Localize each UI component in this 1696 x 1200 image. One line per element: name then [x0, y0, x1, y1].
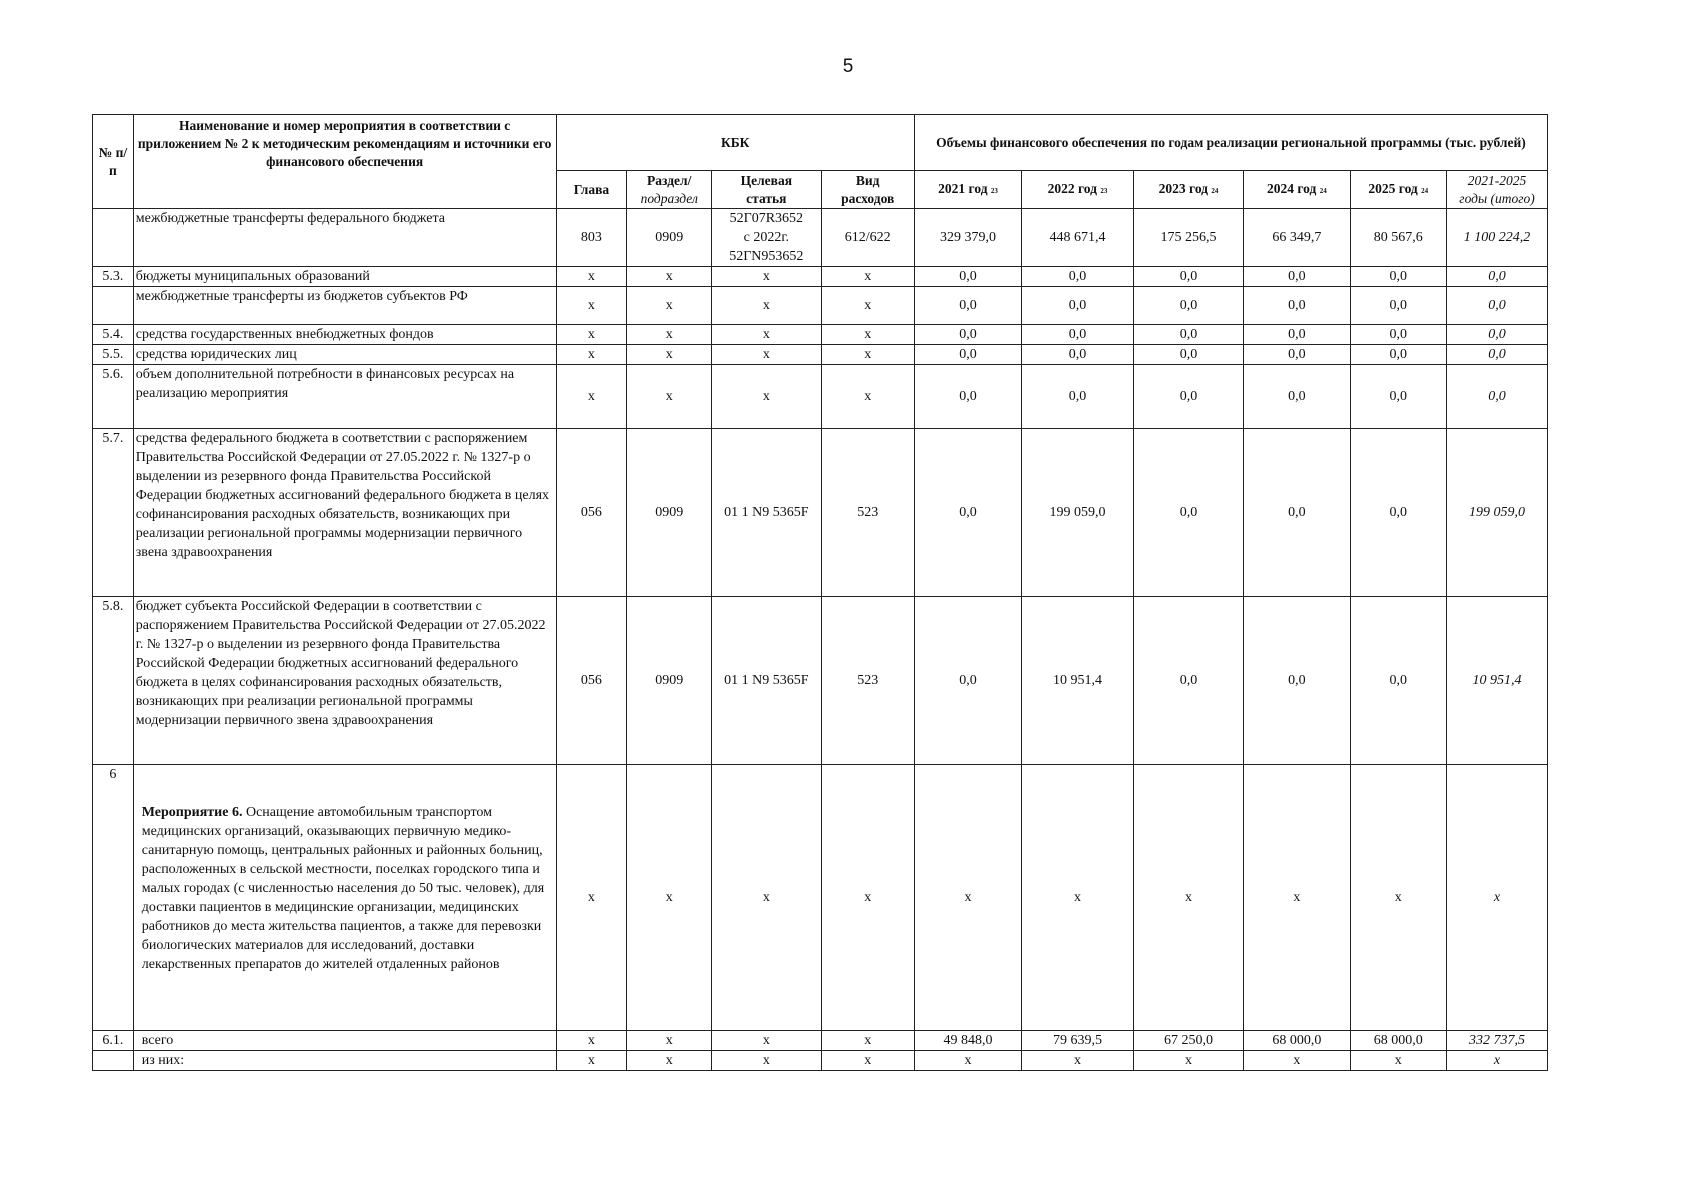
cell-2025: 0,0 — [1350, 267, 1447, 287]
cell-vid: х — [821, 325, 914, 345]
cell-2025: 0,0 — [1350, 597, 1447, 765]
y2021-label: 2021 год — [938, 180, 988, 196]
cell-glava: х — [556, 1051, 627, 1071]
cell-2023: 0,0 — [1133, 267, 1244, 287]
cell-celevaya: х — [712, 287, 821, 325]
cell-2021: 49 848,0 — [914, 1031, 1021, 1051]
cell-2021: 0,0 — [914, 429, 1021, 597]
cell-razdel: х — [627, 1031, 712, 1051]
rashodov-label: расходов — [841, 190, 895, 206]
cell-2022: х — [1022, 1051, 1134, 1071]
cell-total: 332 737,5 — [1447, 1031, 1548, 1051]
cell-2024: 0,0 — [1244, 287, 1350, 325]
cell-2021: 0,0 — [914, 267, 1021, 287]
page-number: 5 — [842, 56, 854, 77]
cell-2022: 0,0 — [1022, 267, 1134, 287]
cell-razdel: х — [627, 267, 712, 287]
cell-2021: х — [914, 765, 1021, 1031]
col-header-vid — [821, 171, 914, 209]
col-header-razdel — [627, 171, 712, 209]
cell-vid: х — [821, 1031, 914, 1051]
cell-2021: 0,0 — [914, 325, 1021, 345]
y2024-label: 2024 год — [1267, 180, 1317, 196]
cell-glava: х — [556, 1031, 627, 1051]
cell-2024: 68 000,0 — [1244, 1031, 1350, 1051]
row-num — [93, 209, 134, 267]
cell-razdel: х — [627, 325, 712, 345]
cell-2025: 68 000,0 — [1350, 1031, 1447, 1051]
col-header-2021 — [914, 171, 1021, 209]
cell-2023: 0,0 — [1133, 287, 1244, 325]
cell-2023: 0,0 — [1133, 597, 1244, 765]
cell-total: 0,0 — [1447, 345, 1548, 365]
cell-2024: 0,0 — [1244, 365, 1350, 429]
vid-label: Вид — [855, 172, 880, 188]
cell-2022: 10 951,4 — [1022, 597, 1134, 765]
y2022-footnote: 23 — [1100, 186, 1108, 195]
cell-2021: х — [914, 1051, 1021, 1071]
table-row — [93, 429, 1548, 597]
table-row — [93, 345, 1548, 365]
row-name: бюджеты муниципальных образований — [133, 267, 556, 287]
cell-2025: 0,0 — [1350, 365, 1447, 429]
cell-vid: х — [821, 267, 914, 287]
y2023-footnote: 24 — [1211, 186, 1219, 195]
cell-razdel: х — [627, 1051, 712, 1071]
cell-2022: 0,0 — [1022, 345, 1134, 365]
col-header-2022 — [1022, 171, 1134, 209]
cell-total: 0,0 — [1447, 267, 1548, 287]
cell-vid: 612/622 — [821, 209, 914, 267]
cell-celevaya: х — [712, 1031, 821, 1051]
table-row — [93, 365, 1548, 429]
table-row — [93, 267, 1548, 287]
row-name: средства юридических лиц — [133, 345, 556, 365]
row-num — [93, 1051, 134, 1071]
col-header-name: Наименование и номер мероприятия в соответствии с приложением № 2 к методическим рекомендациям и источники его финансового обеспечения — [133, 115, 556, 209]
row-num: 6.1. — [93, 1031, 134, 1051]
celevaya-line: 52Г07R3652 — [729, 211, 804, 226]
row-name: всего — [133, 1031, 556, 1051]
cell-glava: х — [556, 365, 627, 429]
cell-celevaya — [712, 209, 821, 267]
cell-2025: 80 567,6 — [1350, 209, 1447, 267]
cell-razdel: 0909 — [627, 597, 712, 765]
row-name: средства федерального бюджета в соответствии с распоряжением Правительства Российской Федерации от 27.05.2022 г. № 1327-р о выделении из резервного фонда Правительства Российской Федерации бюджетных ассигнований федерального бюджета в целях софинансирования расходных обязательств, возникающих при реализации региональной программы модернизации первичного звена здравоохранения — [133, 429, 556, 597]
row-name — [133, 765, 556, 1031]
cell-2021: 0,0 — [914, 597, 1021, 765]
y2022-label: 2022 год — [1047, 180, 1097, 196]
table-row — [93, 209, 1548, 267]
financing-table — [92, 114, 1548, 1071]
cell-glava: 056 — [556, 597, 627, 765]
celevaya-line: с 2022г. — [743, 230, 789, 245]
cell-total: 0,0 — [1447, 325, 1548, 345]
row-name: объем дополнительной потребности в финансовых ресурсах на реализацию мероприятия — [133, 365, 556, 429]
razdel-label: Раздел/ — [647, 172, 692, 188]
cell-celevaya: х — [712, 365, 821, 429]
cell-2022: х — [1022, 765, 1134, 1031]
table-row — [93, 597, 1548, 765]
cell-2025: х — [1350, 765, 1447, 1031]
cell-total: 1 100 224,2 — [1447, 209, 1548, 267]
cell-razdel: 0909 — [627, 209, 712, 267]
cell-2021: 0,0 — [914, 345, 1021, 365]
cell-glava: х — [556, 325, 627, 345]
col-header-2023 — [1133, 171, 1244, 209]
cell-total: 10 951,4 — [1447, 597, 1548, 765]
row-num: 5.4. — [93, 325, 134, 345]
cell-glava: 056 — [556, 429, 627, 597]
cell-2023: 0,0 — [1133, 345, 1244, 365]
measure-text: Оснащение автомобильным транспортом медицинских организаций, оказывающих первичную медико-санитарную помощь, центральных районных и районных больниц, расположенных в сельской местности, поселках городского типа и малых городах (с численностью населения до 50 тыс. человек), для доставки пациентов в медицинские организации, медицинских работников до места жительства пациентов, а также для перевозки биологических материалов для исследований, доставки лекарственных препаратов до жителей отдаленных районов — [141, 805, 545, 972]
y2023-label: 2023 год — [1158, 180, 1209, 196]
row-num: 6 — [93, 765, 134, 1031]
col-header-total — [1447, 171, 1548, 209]
cell-razdel: х — [627, 287, 712, 325]
cell-celevaya: 01 1 N9 5365F — [712, 429, 821, 597]
cell-glava: 803 — [556, 209, 627, 267]
podrazdel-label: подраздел — [640, 190, 698, 206]
cell-2024: 0,0 — [1244, 597, 1350, 765]
row-name: межбюджетные трансферты из бюджетов субъектов РФ — [133, 287, 556, 325]
cell-2022: 0,0 — [1022, 287, 1134, 325]
cell-vid: х — [821, 765, 914, 1031]
row-num: 5.8. — [93, 597, 134, 765]
cell-razdel: х — [627, 345, 712, 365]
col-header-2025 — [1350, 171, 1447, 209]
table-row — [93, 325, 1548, 345]
col-header-kbk: КБК — [556, 115, 914, 171]
row-num: 5.7. — [93, 429, 134, 597]
cell-total: х — [1447, 765, 1548, 1031]
cell-2022: 0,0 — [1022, 365, 1134, 429]
total-sum-label: годы (итого) — [1459, 190, 1535, 206]
table-row — [93, 1051, 1548, 1071]
cell-glava: х — [556, 345, 627, 365]
table-row — [93, 1031, 1548, 1051]
cell-2021: 329 379,0 — [914, 209, 1021, 267]
row-num: 5.3. — [93, 267, 134, 287]
row-name: межбюджетные трансферты федерального бюджета — [133, 209, 556, 267]
cell-2023: х — [1133, 765, 1244, 1031]
cell-glava: х — [556, 765, 627, 1031]
col-header-volumes: Объемы финансового обеспечения по годам реализации региональной программы (тыс. рублей) — [914, 115, 1547, 171]
cell-2022: 0,0 — [1022, 325, 1134, 345]
row-name: средства государственных внебюджетных фондов — [133, 325, 556, 345]
cell-vid: 523 — [821, 597, 914, 765]
col-header-2024 — [1244, 171, 1350, 209]
cell-2023: х — [1133, 1051, 1244, 1071]
cell-razdel: х — [627, 765, 712, 1031]
cell-2025: 0,0 — [1350, 345, 1447, 365]
table-row — [93, 287, 1548, 325]
cell-celevaya: х — [712, 345, 821, 365]
cell-2022: 199 059,0 — [1022, 429, 1134, 597]
y2025-footnote: 24 — [1421, 186, 1429, 195]
cell-vid: х — [821, 365, 914, 429]
row-num: 5.5. — [93, 345, 134, 365]
cell-celevaya: 01 1 N9 5365F — [712, 597, 821, 765]
cell-2024: 0,0 — [1244, 267, 1350, 287]
cell-2023: 175 256,5 — [1133, 209, 1244, 267]
table-row — [93, 765, 1548, 1031]
cell-2024: х — [1244, 1051, 1350, 1071]
celevaya-label: Целевая — [740, 172, 793, 188]
row-name: из них: — [133, 1051, 556, 1071]
cell-razdel: 0909 — [627, 429, 712, 597]
cell-2025: х — [1350, 1051, 1447, 1071]
y2021-footnote: 23 — [990, 186, 998, 195]
header-row-1 — [93, 115, 1548, 171]
col-header-num: № п/п — [93, 115, 134, 209]
cell-2023: 0,0 — [1133, 365, 1244, 429]
cell-2024: 0,0 — [1244, 325, 1350, 345]
total-years-label: 2021-2025 — [1467, 172, 1527, 188]
statya-label: статья — [746, 190, 787, 206]
cell-2021: 0,0 — [914, 365, 1021, 429]
cell-total: х — [1447, 1051, 1548, 1071]
cell-2024: х — [1244, 765, 1350, 1031]
cell-vid: 523 — [821, 429, 914, 597]
y2025-label: 2025 год — [1368, 180, 1418, 196]
cell-celevaya: х — [712, 1051, 821, 1071]
cell-total: 199 059,0 — [1447, 429, 1548, 597]
cell-2025: 0,0 — [1350, 429, 1447, 597]
cell-2022: 79 639,5 — [1022, 1031, 1134, 1051]
cell-total: 0,0 — [1447, 365, 1548, 429]
row-num — [93, 287, 134, 325]
col-header-celevaya — [712, 171, 821, 209]
measure-lead: Мероприятие 6. — [141, 805, 243, 820]
cell-glava: х — [556, 267, 627, 287]
cell-vid: х — [821, 345, 914, 365]
col-header-glava: Глава — [556, 171, 627, 209]
cell-2025: 0,0 — [1350, 325, 1447, 345]
cell-total: 0,0 — [1447, 287, 1548, 325]
cell-celevaya: х — [712, 267, 821, 287]
cell-2024: 66 349,7 — [1244, 209, 1350, 267]
cell-2022: 448 671,4 — [1022, 209, 1134, 267]
cell-2021: 0,0 — [914, 287, 1021, 325]
cell-celevaya: х — [712, 765, 821, 1031]
row-num: 5.6. — [93, 365, 134, 429]
cell-2024: 0,0 — [1244, 345, 1350, 365]
cell-2023: 67 250,0 — [1133, 1031, 1244, 1051]
cell-vid: х — [821, 1051, 914, 1071]
cell-2023: 0,0 — [1133, 325, 1244, 345]
celevaya-line: 52ГN953652 — [729, 249, 804, 264]
cell-vid: х — [821, 287, 914, 325]
cell-celevaya: х — [712, 325, 821, 345]
row-name: бюджет субъекта Российской Федерации в соответствии с распоряжением Правительства Российской Федерации от 27.05.2022 г. № 1327-р о выделении из резервного фонда Правительства Российской Федерации бюджетных ассигнований федерального бюджета в целях софинансирования расходных обязательств, возникающих при реализации региональной программы модернизации первичного звена здравоохранения — [133, 597, 556, 765]
cell-glava: х — [556, 287, 627, 325]
y2024-footnote: 24 — [1319, 186, 1327, 195]
cell-razdel: х — [627, 365, 712, 429]
cell-2023: 0,0 — [1133, 429, 1244, 597]
cell-2024: 0,0 — [1244, 429, 1350, 597]
cell-2025: 0,0 — [1350, 287, 1447, 325]
